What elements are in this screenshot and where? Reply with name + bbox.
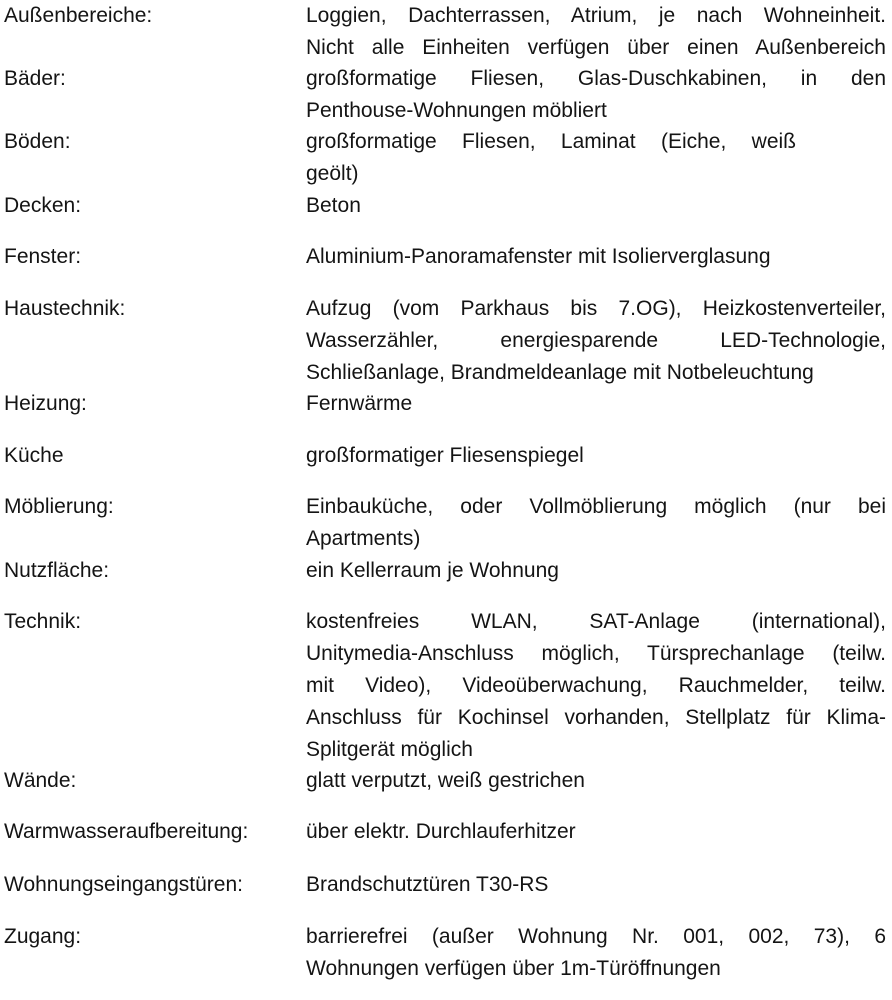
spec-label: Nutzfläche:: [4, 559, 110, 582]
spec-value: [306, 440, 886, 472]
spec-value-line: Beton: [306, 194, 361, 217]
spec-label: Möblierung:: [4, 495, 114, 518]
spec-label: Heizung:: [4, 392, 87, 415]
spec-value-line: Apartments): [306, 527, 421, 550]
spec-value-line: Loggien, Dachterrassen, Atrium, je nach Wohneinheit.: [306, 4, 886, 27]
spec-value-line: Wohnungen verfügen über 1m-Türöffnungen: [306, 957, 721, 980]
spec-value: [306, 293, 886, 389]
spec-value-line: barrierefrei (außer Wohnung Nr. 001, 002, 73), 6: [306, 925, 886, 948]
spec-value-line: großformatige Fliesen, Glas-Duschkabinen, in den: [306, 67, 886, 90]
spec-value-line: kostenfreies WLAN, SAT-Anlage (international),: [306, 610, 886, 633]
spec-label: Küche: [4, 444, 64, 467]
spec-value: [306, 816, 886, 848]
spec-value: [306, 555, 886, 587]
spec-label: Decken:: [4, 194, 82, 217]
spec-value: [306, 491, 886, 555]
spec-value-line: glatt verputzt, weiß gestrichen: [306, 769, 585, 792]
spec-value-line: mit Video), Videoüberwachung, Rauchmelder, teilw.: [306, 674, 886, 697]
spec-label: Haustechnik:: [4, 297, 126, 320]
spec-value: [306, 241, 886, 273]
spec-value-line: geölt): [306, 162, 359, 185]
spec-value-line: Aluminium-Panoramafenster mit Isolierverglasung: [306, 245, 771, 268]
spec-value: [306, 765, 886, 797]
spec-value-line: Schließanlage, Brandmeldeanlage mit Notbeleuchtung: [306, 361, 814, 384]
spec-value-line: Anschluss für Kochinsel vorhanden, Stellplatz für Klima-: [306, 706, 886, 729]
spec-value-line: großformatige Fliesen, Laminat (Eiche, weiß: [306, 130, 796, 153]
spec-label: Bäder:: [4, 67, 66, 90]
spec-value: [306, 869, 886, 901]
spec-value: [306, 126, 796, 190]
spec-label: Fenster:: [4, 245, 82, 268]
spec-value: [306, 0, 886, 64]
spec-value-line: Nicht alle Einheiten verfügen über einen Außenbereich: [306, 36, 886, 59]
spec-value-line: Penthouse-Wohnungen möbliert: [306, 99, 607, 122]
spec-value: [306, 190, 886, 222]
spec-label: Zugang:: [4, 925, 82, 948]
spec-label: Böden:: [4, 130, 71, 153]
spec-value-line: Wasserzähler, energiesparende LED-Technologie,: [306, 329, 886, 352]
spec-value-line: über elektr. Durchlauferhitzer: [306, 820, 576, 843]
spec-value: [306, 921, 886, 985]
spec-value-line: ein Kellerraum je Wohnung: [306, 559, 559, 582]
spec-value-line: Splitgerät möglich: [306, 738, 473, 761]
spec-value-line: Unitymedia-Anschluss möglich, Türsprechanlage (teilw.: [306, 642, 886, 665]
spec-value-line: großformatiger Fliesenspiegel: [306, 444, 584, 467]
spec-label: Außenbereiche:: [4, 4, 153, 27]
spec-value-line: Einbauküche, oder Vollmöblierung möglich (nur bei: [306, 495, 886, 518]
spec-label: Warmwasseraufbereitung:: [4, 820, 249, 843]
spec-label: Wohnungseingangstüren:: [4, 873, 243, 896]
spec-label: Wände:: [4, 769, 77, 792]
spec-value: [306, 606, 886, 766]
spec-value-line: Aufzug (vom Parkhaus bis 7.OG), Heizkostenverteiler,: [306, 297, 886, 320]
spec-value-line: Fernwärme: [306, 392, 413, 415]
spec-label: Technik:: [4, 610, 82, 633]
spec-value: [306, 63, 886, 127]
spec-value: [306, 388, 886, 420]
spec-value-line: Brandschutztüren T30-RS: [306, 873, 549, 896]
